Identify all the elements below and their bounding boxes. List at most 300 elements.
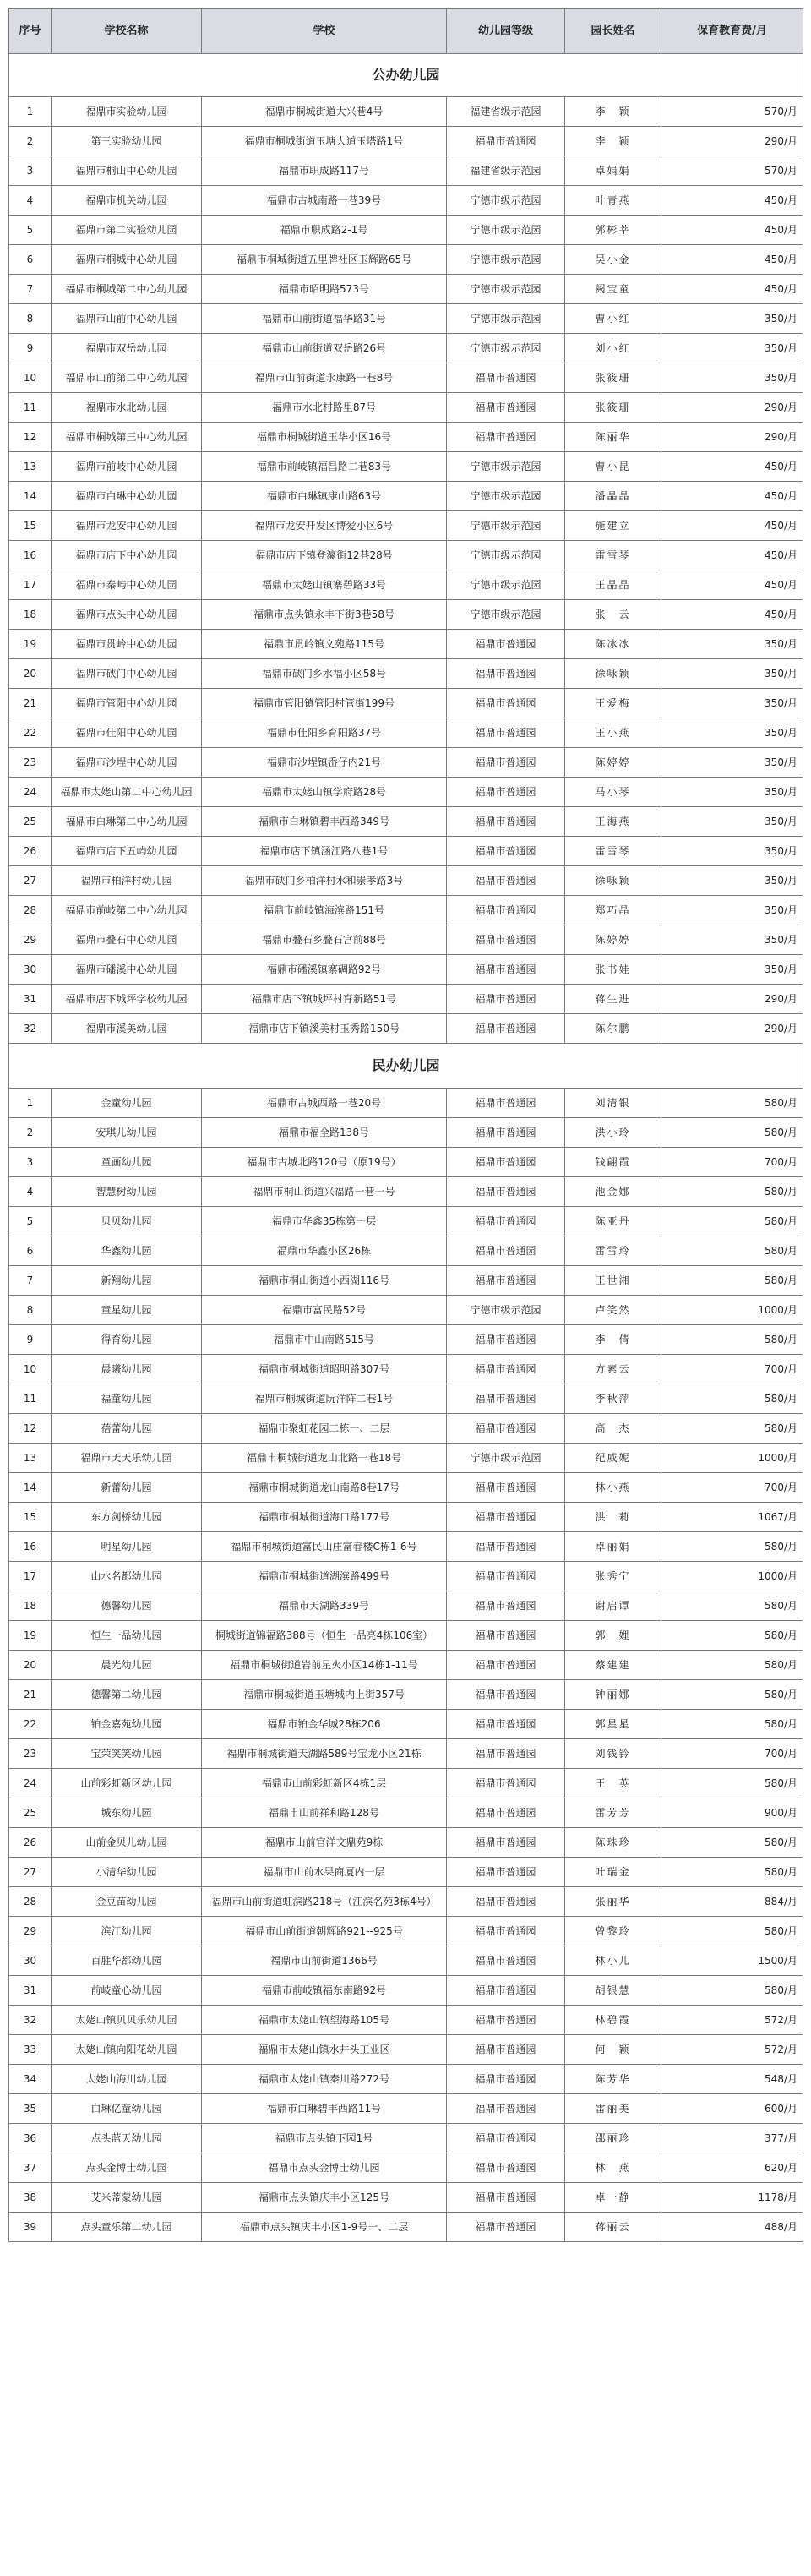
school-name: 福鼎市白琳第二中心幼儿园 xyxy=(52,807,202,837)
school-address: 福鼎市华鑫小区26栋 xyxy=(202,1236,447,1266)
principal-name: 李 颖 xyxy=(565,97,661,127)
school-grade: 福建省级示范园 xyxy=(447,156,565,186)
table-row xyxy=(9,1621,803,1651)
school-name: 山前彩虹新区幼儿园 xyxy=(52,1769,202,1798)
monthly-fee: 350/月 xyxy=(661,363,803,393)
table-row xyxy=(9,2153,803,2183)
school-address: 福鼎市桐山街道兴福路一巷一号 xyxy=(202,1177,447,1207)
school-address: 福鼎市桐城街道昭明路307号 xyxy=(202,1355,447,1384)
school-address: 福鼎市店下镇登瀛街12巷28号 xyxy=(202,541,447,570)
school-address: 福鼎市点头镇庆丰小区125号 xyxy=(202,2183,447,2213)
table-row xyxy=(9,1651,803,1680)
table-row xyxy=(9,541,803,570)
section-header-row xyxy=(9,54,803,97)
monthly-fee: 450/月 xyxy=(661,186,803,216)
school-name: 福鼎市店下中心幼儿园 xyxy=(52,541,202,570)
row-index: 26 xyxy=(9,837,52,866)
monthly-fee: 450/月 xyxy=(661,541,803,570)
row-index: 20 xyxy=(9,1651,52,1680)
principal-name: 阙宝童 xyxy=(565,275,661,304)
school-address: 福鼎市古城南路一巷39号 xyxy=(202,186,447,216)
table-row xyxy=(9,925,803,955)
school-address: 福鼎市太姥山镇望海路105号 xyxy=(202,2006,447,2035)
school-grade: 福鼎市普通园 xyxy=(447,1325,565,1355)
school-grade: 福鼎市普通园 xyxy=(447,1917,565,1946)
row-index: 19 xyxy=(9,1621,52,1651)
row-index: 31 xyxy=(9,1976,52,2006)
school-name: 城东幼儿园 xyxy=(52,1798,202,1828)
school-name: 福鼎市水北幼儿园 xyxy=(52,393,202,423)
principal-name: 雷雪琴 xyxy=(565,541,661,570)
table-row xyxy=(9,1266,803,1296)
school-grade: 福鼎市普通园 xyxy=(447,630,565,659)
principal-name: 王海燕 xyxy=(565,807,661,837)
school-grade: 福鼎市普通园 xyxy=(447,1473,565,1503)
table-row xyxy=(9,511,803,541)
table-row xyxy=(9,748,803,778)
monthly-fee: 350/月 xyxy=(661,866,803,896)
principal-name: 刘清银 xyxy=(565,1089,661,1118)
table-row xyxy=(9,2006,803,2035)
school-grade: 福鼎市普通园 xyxy=(447,837,565,866)
school-address: 福鼎市聚虹花园二栋一、二层 xyxy=(202,1414,447,1444)
school-address: 福鼎市佳阳乡育阳路37号 xyxy=(202,718,447,748)
school-grade: 宁德市级示范园 xyxy=(447,304,565,334)
school-name: 山前金贝儿幼儿园 xyxy=(52,1828,202,1858)
school-name: 福鼎市白琳中心幼儿园 xyxy=(52,482,202,511)
table-row xyxy=(9,1089,803,1118)
table-row xyxy=(9,659,803,689)
monthly-fee: 570/月 xyxy=(661,156,803,186)
row-index: 2 xyxy=(9,127,52,156)
table-row xyxy=(9,2213,803,2242)
school-name: 福鼎市管阳中心幼儿园 xyxy=(52,689,202,718)
school-address: 福鼎市职成路2-1号 xyxy=(202,216,447,245)
principal-name: 卓丽娟 xyxy=(565,1532,661,1562)
school-grade: 宁德市级示范园 xyxy=(447,482,565,511)
school-grade: 福鼎市普通园 xyxy=(447,1798,565,1828)
row-index: 6 xyxy=(9,1236,52,1266)
monthly-fee: 450/月 xyxy=(661,275,803,304)
table-row xyxy=(9,2124,803,2153)
monthly-fee: 580/月 xyxy=(661,1976,803,2006)
row-index: 13 xyxy=(9,452,52,482)
school-name: 福鼎市前岐中心幼儿园 xyxy=(52,452,202,482)
table-row xyxy=(9,275,803,304)
row-index: 18 xyxy=(9,600,52,630)
school-grade: 福鼎市普通园 xyxy=(447,423,565,452)
school-name: 福鼎市实验幼儿园 xyxy=(52,97,202,127)
header-school-address: 学校 xyxy=(202,9,447,54)
monthly-fee: 350/月 xyxy=(661,748,803,778)
school-address: 福鼎市桐城街道龙山南路8巷17号 xyxy=(202,1473,447,1503)
school-address: 福鼎市叠石乡叠石宫前88号 xyxy=(202,925,447,955)
principal-name: 林小燕 xyxy=(565,1473,661,1503)
school-address: 福鼎市店下镇涵江路八巷1号 xyxy=(202,837,447,866)
table-row xyxy=(9,334,803,363)
row-index: 8 xyxy=(9,1296,52,1325)
table-header xyxy=(9,9,803,54)
table-row xyxy=(9,1858,803,1887)
school-address: 福鼎市桐城街道大兴巷4号 xyxy=(202,97,447,127)
school-name: 福鼎市贯岭中心幼儿园 xyxy=(52,630,202,659)
row-index: 20 xyxy=(9,659,52,689)
school-grade: 福鼎市普通园 xyxy=(447,1503,565,1532)
principal-name: 郭星星 xyxy=(565,1710,661,1739)
monthly-fee: 450/月 xyxy=(661,511,803,541)
table-row xyxy=(9,570,803,600)
school-grade: 福鼎市普通园 xyxy=(447,1858,565,1887)
school-address: 福鼎市磻溪镇寨碉路92号 xyxy=(202,955,447,985)
row-index: 35 xyxy=(9,2094,52,2124)
school-address: 福鼎市前岐镇福东南路92号 xyxy=(202,1976,447,2006)
monthly-fee: 350/月 xyxy=(661,925,803,955)
row-index: 3 xyxy=(9,156,52,186)
school-name: 前岐童心幼儿园 xyxy=(52,1976,202,2006)
school-grade: 宁德市级示范园 xyxy=(447,186,565,216)
row-index: 9 xyxy=(9,334,52,363)
monthly-fee: 290/月 xyxy=(661,393,803,423)
school-address: 福鼎市沙埕镇岙仔内21号 xyxy=(202,748,447,778)
table-row xyxy=(9,97,803,127)
school-address: 福鼎市山前街道1366号 xyxy=(202,1946,447,1976)
monthly-fee: 900/月 xyxy=(661,1798,803,1828)
school-name: 福童幼儿园 xyxy=(52,1384,202,1414)
school-address: 福鼎市太姥山镇水井头工业区 xyxy=(202,2035,447,2065)
school-address: 桐城街道锦福路388号（恒生一品亮4栋106室） xyxy=(202,1621,447,1651)
school-name: 福鼎市第二实验幼儿园 xyxy=(52,216,202,245)
row-index: 36 xyxy=(9,2124,52,2153)
table-row xyxy=(9,985,803,1014)
school-grade: 福鼎市普通园 xyxy=(447,1384,565,1414)
table-row xyxy=(9,156,803,186)
school-name: 福鼎市桐城第二中心幼儿园 xyxy=(52,275,202,304)
school-name: 德馨幼儿园 xyxy=(52,1591,202,1621)
monthly-fee: 580/月 xyxy=(661,1532,803,1562)
principal-name: 钟丽娜 xyxy=(565,1680,661,1710)
school-grade: 福鼎市普通园 xyxy=(447,1651,565,1680)
monthly-fee: 580/月 xyxy=(661,1207,803,1236)
principal-name: 蒋丽云 xyxy=(565,2213,661,2242)
row-index: 22 xyxy=(9,718,52,748)
principal-name: 叶青燕 xyxy=(565,186,661,216)
principal-name: 卓一静 xyxy=(565,2183,661,2213)
row-index: 17 xyxy=(9,1562,52,1591)
monthly-fee: 350/月 xyxy=(661,896,803,925)
principal-name: 叶瑞金 xyxy=(565,1858,661,1887)
row-index: 11 xyxy=(9,393,52,423)
principal-name: 陈芳华 xyxy=(565,2065,661,2094)
row-index: 25 xyxy=(9,1798,52,1828)
school-address: 福鼎市山前街道福华路31号 xyxy=(202,304,447,334)
school-address: 福鼎市太姥山镇寨碧路33号 xyxy=(202,570,447,600)
row-index: 21 xyxy=(9,689,52,718)
school-grade: 福鼎市普通园 xyxy=(447,2006,565,2035)
school-grade: 福鼎市普通园 xyxy=(447,1532,565,1562)
row-index: 15 xyxy=(9,1503,52,1532)
row-index: 11 xyxy=(9,1384,52,1414)
school-grade: 福鼎市普通园 xyxy=(447,2213,565,2242)
school-name: 福鼎市龙安中心幼儿园 xyxy=(52,511,202,541)
school-grade: 福鼎市普通园 xyxy=(447,1887,565,1917)
table-row xyxy=(9,393,803,423)
school-address: 福鼎市龙安开发区博爱小区6号 xyxy=(202,511,447,541)
school-grade: 福鼎市普通园 xyxy=(447,866,565,896)
row-index: 30 xyxy=(9,955,52,985)
school-name: 小清华幼儿园 xyxy=(52,1858,202,1887)
monthly-fee: 1500/月 xyxy=(661,1946,803,1976)
school-name: 点头童乐第二幼儿园 xyxy=(52,2213,202,2242)
school-grade: 宁德市级示范园 xyxy=(447,1296,565,1325)
school-name: 福鼎市点头中心幼儿园 xyxy=(52,600,202,630)
monthly-fee: 620/月 xyxy=(661,2153,803,2183)
school-grade: 福鼎市普通园 xyxy=(447,2183,565,2213)
school-address: 福鼎市白琳镇碧丰西路349号 xyxy=(202,807,447,837)
monthly-fee: 350/月 xyxy=(661,304,803,334)
school-address: 福鼎市贯岭镇文苑路115号 xyxy=(202,630,447,659)
monthly-fee: 450/月 xyxy=(661,216,803,245)
school-address: 福鼎市桐城街道阮洋阵二巷1号 xyxy=(202,1384,447,1414)
row-index: 6 xyxy=(9,245,52,275)
school-grade: 福鼎市普通园 xyxy=(447,807,565,837)
school-grade: 福鼎市普通园 xyxy=(447,718,565,748)
monthly-fee: 580/月 xyxy=(661,1266,803,1296)
row-index: 15 xyxy=(9,511,52,541)
row-index: 32 xyxy=(9,2006,52,2035)
table-row xyxy=(9,482,803,511)
school-grade: 宁德市级示范园 xyxy=(447,334,565,363)
monthly-fee: 350/月 xyxy=(661,689,803,718)
school-name: 蓓蕾幼儿园 xyxy=(52,1414,202,1444)
school-name: 金童幼儿园 xyxy=(52,1089,202,1118)
school-grade: 福鼎市普通园 xyxy=(447,2124,565,2153)
principal-name: 李秋萍 xyxy=(565,1384,661,1414)
table-row xyxy=(9,1532,803,1562)
school-name: 福鼎市双岳幼儿园 xyxy=(52,334,202,363)
school-address: 福鼎市桐城街道岩前星火小区14栋1-11号 xyxy=(202,1651,447,1680)
monthly-fee: 290/月 xyxy=(661,985,803,1014)
school-address: 福鼎市桐城街道海口路177号 xyxy=(202,1503,447,1532)
monthly-fee: 450/月 xyxy=(661,600,803,630)
table-row xyxy=(9,452,803,482)
table-row xyxy=(9,1591,803,1621)
row-index: 1 xyxy=(9,97,52,127)
table-row xyxy=(9,1976,803,2006)
principal-name: 林碧霞 xyxy=(565,2006,661,2035)
school-grade: 福鼎市普通园 xyxy=(447,1355,565,1384)
school-grade: 福鼎市普通园 xyxy=(447,778,565,807)
school-name: 福鼎市秦屿中心幼儿园 xyxy=(52,570,202,600)
table-row xyxy=(9,186,803,216)
table-row xyxy=(9,866,803,896)
principal-name: 卢笑然 xyxy=(565,1296,661,1325)
school-address: 福鼎市古城西路一巷20号 xyxy=(202,1089,447,1118)
school-grade: 福鼎市普通园 xyxy=(447,1769,565,1798)
school-address: 福鼎市桐城街道湖滨路499号 xyxy=(202,1562,447,1591)
principal-name: 李 颖 xyxy=(565,127,661,156)
row-index: 32 xyxy=(9,1014,52,1044)
school-name: 新翔幼儿园 xyxy=(52,1266,202,1296)
school-address: 福鼎市店下镇城坪村育新路51号 xyxy=(202,985,447,1014)
row-index: 7 xyxy=(9,1266,52,1296)
school-grade: 宁德市级示范园 xyxy=(447,245,565,275)
school-name: 福鼎市山前第二中心幼儿园 xyxy=(52,363,202,393)
table-row xyxy=(9,837,803,866)
monthly-fee: 350/月 xyxy=(661,718,803,748)
row-index: 38 xyxy=(9,2183,52,2213)
row-index: 10 xyxy=(9,363,52,393)
principal-name: 郭 娌 xyxy=(565,1621,661,1651)
row-index: 29 xyxy=(9,1917,52,1946)
row-index: 10 xyxy=(9,1355,52,1384)
school-name: 白琳亿童幼儿园 xyxy=(52,2094,202,2124)
section-title: 公办幼儿园 xyxy=(9,54,803,97)
school-address: 福鼎市点头金博士幼儿园 xyxy=(202,2153,447,2183)
row-index: 31 xyxy=(9,985,52,1014)
header-fee: 保育教育费/月 xyxy=(661,9,803,54)
school-name: 福鼎市桐城第三中心幼儿园 xyxy=(52,423,202,452)
monthly-fee: 700/月 xyxy=(661,1739,803,1769)
school-grade: 福鼎市普通园 xyxy=(447,1946,565,1976)
row-index: 16 xyxy=(9,541,52,570)
table-row xyxy=(9,630,803,659)
school-name: 福鼎市太姥山第二中心幼儿园 xyxy=(52,778,202,807)
school-grade: 福鼎市普通园 xyxy=(447,2035,565,2065)
principal-name: 高 杰 xyxy=(565,1414,661,1444)
monthly-fee: 580/月 xyxy=(661,1236,803,1266)
school-grade: 福鼎市普通园 xyxy=(447,689,565,718)
school-name: 福鼎市桐城中心幼儿园 xyxy=(52,245,202,275)
school-name: 福鼎市天天乐幼儿园 xyxy=(52,1444,202,1473)
principal-name: 谢启谭 xyxy=(565,1591,661,1621)
row-index: 39 xyxy=(9,2213,52,2242)
school-grade: 福鼎市普通园 xyxy=(447,955,565,985)
school-address: 福鼎市前岐镇福昌路二巷83号 xyxy=(202,452,447,482)
table-row xyxy=(9,1325,803,1355)
school-grade: 福鼎市普通园 xyxy=(447,1207,565,1236)
row-index: 7 xyxy=(9,275,52,304)
monthly-fee: 580/月 xyxy=(661,1858,803,1887)
school-address: 福鼎市山前街道虹滨路218号（江滨名苑3栋4号） xyxy=(202,1887,447,1917)
monthly-fee: 290/月 xyxy=(661,127,803,156)
table-row xyxy=(9,955,803,985)
table-row xyxy=(9,689,803,718)
row-index: 25 xyxy=(9,807,52,837)
principal-name: 蔡建建 xyxy=(565,1651,661,1680)
row-index: 27 xyxy=(9,1858,52,1887)
school-name: 点头蓝天幼儿园 xyxy=(52,2124,202,2153)
school-name: 福鼎市桐山中心幼儿园 xyxy=(52,156,202,186)
school-name: 华鑫幼儿园 xyxy=(52,1236,202,1266)
school-name: 福鼎市前岐第二中心幼儿园 xyxy=(52,896,202,925)
row-index: 29 xyxy=(9,925,52,955)
monthly-fee: 580/月 xyxy=(661,1769,803,1798)
monthly-fee: 488/月 xyxy=(661,2213,803,2242)
table-row xyxy=(9,1798,803,1828)
school-name: 福鼎市柏洋村幼儿园 xyxy=(52,866,202,896)
monthly-fee: 700/月 xyxy=(661,1355,803,1384)
school-name: 福鼎市佳阳中心幼儿园 xyxy=(52,718,202,748)
school-address: 福鼎市山前彩虹新区4栋1层 xyxy=(202,1769,447,1798)
school-grade: 福建省级示范园 xyxy=(447,97,565,127)
table-row xyxy=(9,1828,803,1858)
table-row xyxy=(9,1946,803,1976)
school-address: 福鼎市山前街道永康路一巷8号 xyxy=(202,363,447,393)
table-row xyxy=(9,304,803,334)
principal-name: 徐咏颖 xyxy=(565,659,661,689)
table-row xyxy=(9,1769,803,1798)
row-index: 17 xyxy=(9,570,52,600)
principal-name: 何 颖 xyxy=(565,2035,661,2065)
school-grade: 福鼎市普通园 xyxy=(447,896,565,925)
school-grade: 宁德市级示范园 xyxy=(447,541,565,570)
principal-name: 陈亚丹 xyxy=(565,1207,661,1236)
school-grade: 福鼎市普通园 xyxy=(447,1148,565,1177)
table-row xyxy=(9,600,803,630)
school-address: 福鼎市白琳镇康山路63号 xyxy=(202,482,447,511)
school-address: 福鼎市山前祥和路128号 xyxy=(202,1798,447,1828)
table-row xyxy=(9,423,803,452)
school-grade: 福鼎市普通园 xyxy=(447,1739,565,1769)
row-index: 2 xyxy=(9,1118,52,1148)
school-name: 第三实验幼儿园 xyxy=(52,127,202,156)
school-grade: 福鼎市普通园 xyxy=(447,1976,565,2006)
school-grade: 福鼎市普通园 xyxy=(447,1828,565,1858)
school-address: 福鼎市水北村路里87号 xyxy=(202,393,447,423)
table-row xyxy=(9,1473,803,1503)
table-row xyxy=(9,1503,803,1532)
monthly-fee: 350/月 xyxy=(661,837,803,866)
school-grade: 福鼎市普通园 xyxy=(447,393,565,423)
table-row xyxy=(9,1296,803,1325)
principal-name: 陈婷婷 xyxy=(565,925,661,955)
monthly-fee: 1000/月 xyxy=(661,1444,803,1473)
monthly-fee: 290/月 xyxy=(661,1014,803,1044)
monthly-fee: 548/月 xyxy=(661,2065,803,2094)
principal-name: 胡银慧 xyxy=(565,1976,661,2006)
monthly-fee: 1000/月 xyxy=(661,1562,803,1591)
school-address: 福鼎市店下镇溪美村玉秀路150号 xyxy=(202,1014,447,1044)
principal-name: 曾黎玲 xyxy=(565,1917,661,1946)
school-grade: 宁德市级示范园 xyxy=(447,570,565,600)
school-grade: 福鼎市普通园 xyxy=(447,1014,565,1044)
monthly-fee: 450/月 xyxy=(661,570,803,600)
header-principal: 园长姓名 xyxy=(565,9,661,54)
school-name: 福鼎市沙埕中心幼儿园 xyxy=(52,748,202,778)
school-grade: 宁德市级示范园 xyxy=(447,600,565,630)
school-address: 福鼎市前岐镇海滨路151号 xyxy=(202,896,447,925)
kindergarten-fee-table xyxy=(8,8,803,2242)
table-row xyxy=(9,2065,803,2094)
principal-name: 陈冰冰 xyxy=(565,630,661,659)
school-name: 明星幼儿园 xyxy=(52,1532,202,1562)
row-index: 27 xyxy=(9,866,52,896)
monthly-fee: 450/月 xyxy=(661,452,803,482)
school-address: 福鼎市白琳碧丰西路11号 xyxy=(202,2094,447,2124)
monthly-fee: 350/月 xyxy=(661,659,803,689)
table-row xyxy=(9,1118,803,1148)
monthly-fee: 450/月 xyxy=(661,245,803,275)
monthly-fee: 580/月 xyxy=(661,1591,803,1621)
school-name: 福鼎市机关幼儿园 xyxy=(52,186,202,216)
row-index: 16 xyxy=(9,1532,52,1562)
school-grade: 福鼎市普通园 xyxy=(447,2065,565,2094)
header-grade: 幼儿园等级 xyxy=(447,9,565,54)
row-index: 3 xyxy=(9,1148,52,1177)
principal-name: 洪 莉 xyxy=(565,1503,661,1532)
school-name: 福鼎市山前中心幼儿园 xyxy=(52,304,202,334)
principal-name: 李 倩 xyxy=(565,1325,661,1355)
